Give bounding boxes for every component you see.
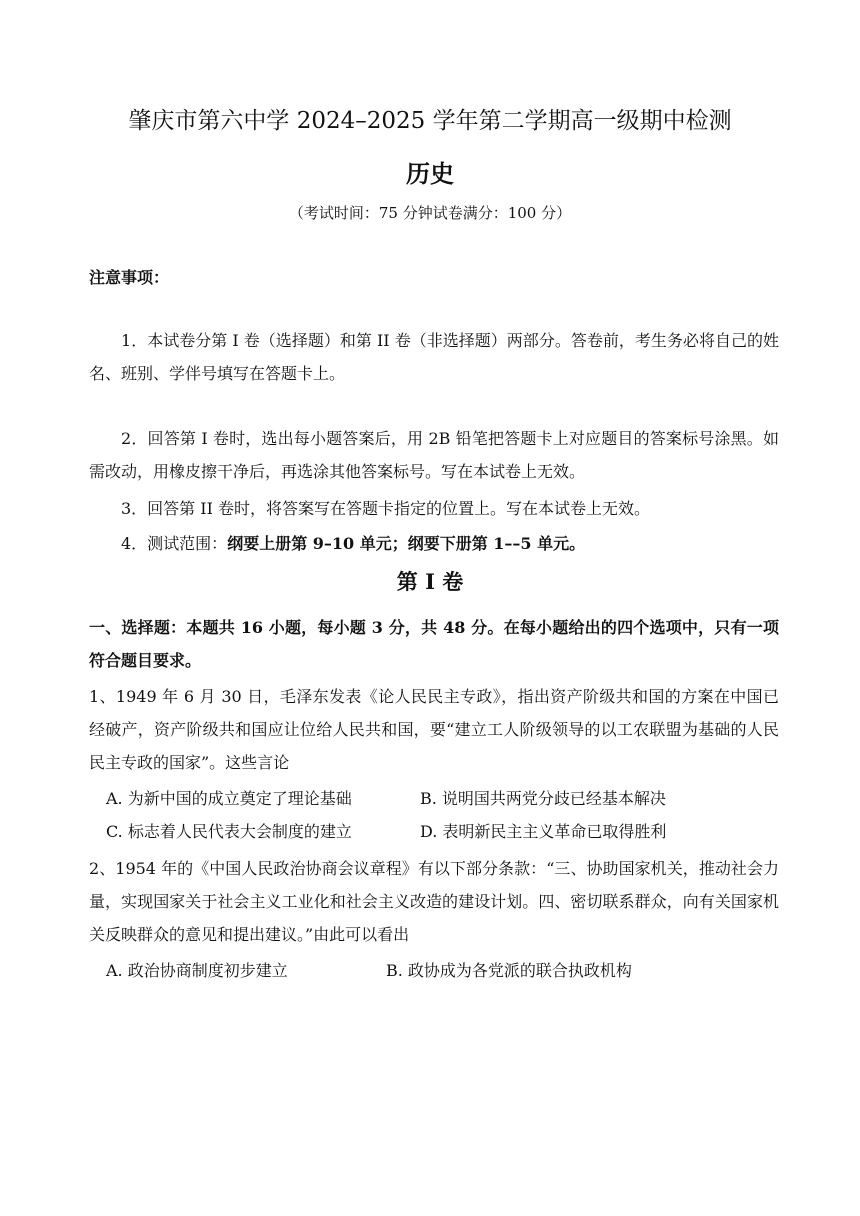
question-2-option-b: B. 政协成为各党派的联合执政机构 bbox=[386, 961, 632, 980]
notice-item-3: 3．回答第 II 卷时，将答案写在答题卡指定的位置上。写在本试卷上无效。 bbox=[121, 499, 650, 518]
notice-heading: 注意事项： bbox=[89, 268, 170, 287]
exam-time-info: （考试时间：75 分钟试卷满分：100 分） bbox=[288, 204, 572, 222]
question-1-option-c: C. 标志着人民代表大会制度的建立 bbox=[106, 822, 352, 841]
exam-title: 肇庆市第六中学 2024–2025 学年第二学期高一级期中检测 bbox=[128, 108, 732, 134]
subject-title: 历史 bbox=[406, 159, 454, 188]
section-instructions: 一、选择题：本题共 16 小题，每小题 3 分，共 48 分。在每小题给出的四个选项中，只有一项符合题目要求。 bbox=[89, 618, 779, 670]
section-title: 第 I 卷 bbox=[396, 569, 464, 594]
question-2-stem: 2、1954 年的《中国人民政治协商会议章程》有以下部分条款：“三、协助国家机关，推动社会力量，实现国家关于社会主义工业化和社会主义改造的建设计划。四、密切联系群众，向有关国家机关反映群众的意见和提出建议。”由此可以看出 bbox=[89, 859, 779, 944]
question-1-option-d: D. 表明新民主主义革命已取得胜利 bbox=[420, 822, 667, 841]
notice-item-4 bbox=[89, 527, 779, 560]
notice-item-2: 2．回答第 I 卷时，选出每小题答案后，用 2B 铅笔把答题卡上对应题目的答案标号涂黑。如需改动，用橡皮擦干净后，再选涂其他答案标号。写在本试卷上无效。 bbox=[89, 429, 779, 481]
notice-item-4-range: 纲要上册第 9–10 单元；纲要下册第 1––5 单元。 bbox=[227, 534, 586, 553]
question-1-option-a: A. 为新中国的成立奠定了理论基础 bbox=[106, 789, 352, 808]
notice-item-1: 1．本试卷分第 I 卷（选择题）和第 II 卷（非选择题）两部分。答卷前，考生务必将自己的姓名、班别、学伴号填写在答题卡上。 bbox=[89, 331, 779, 383]
question-1-option-b: B. 说明国共两党分歧已经基本解决 bbox=[420, 789, 666, 808]
question-1-stem: 1、1949 年 6 月 30 日，毛泽东发表《论人民民主专政》，指出资产阶级共和国的方案在中国已经破产，资产阶级共和国应让位给人民共和国，要“建立工人阶级领导的以工农联盟为基础的人民民主专政的国家”。这些言论 bbox=[89, 687, 779, 772]
question-2-option-a: A. 政治协商制度初步建立 bbox=[106, 961, 288, 980]
notice-item-4-prefix: 4．测试范围： bbox=[121, 534, 228, 553]
